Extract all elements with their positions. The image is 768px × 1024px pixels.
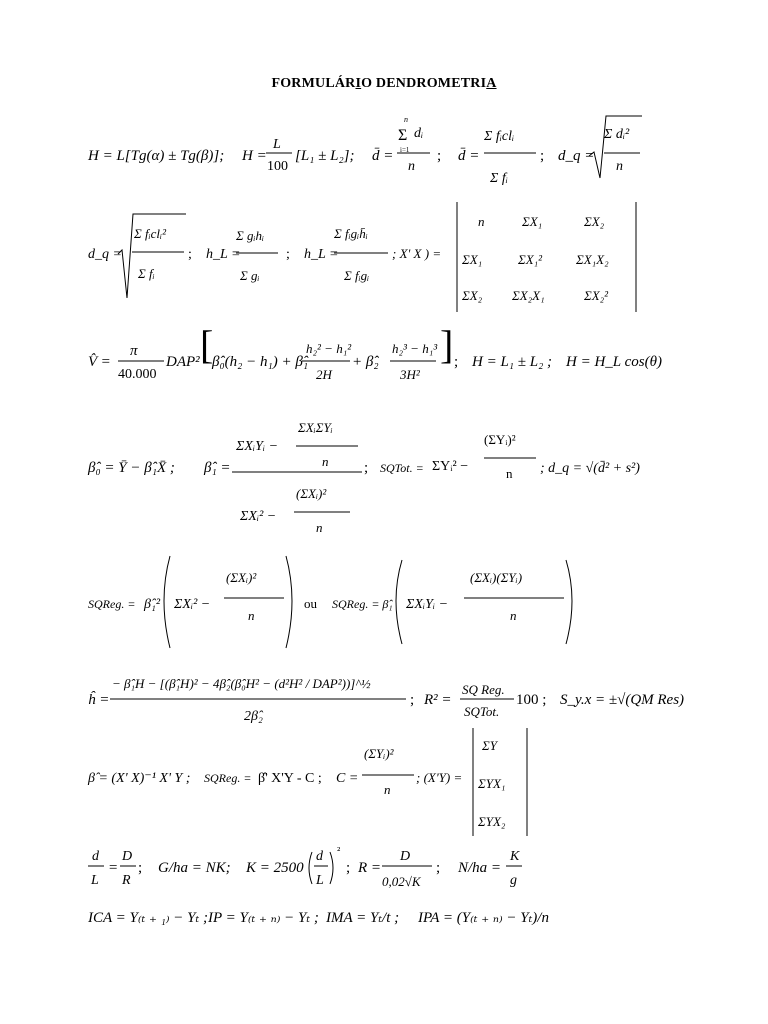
formula-Syx: S_y.x = ±√(QM Res) <box>560 692 685 708</box>
formula-R-lhs: R = <box>358 860 382 876</box>
formula-line-3 <box>88 322 662 382</box>
formula-fraction-num: L <box>273 137 281 152</box>
formula-SQReg-a: ΣXᵢ² − <box>174 597 211 612</box>
formula-SQReg-num: (ΣXᵢ)² <box>226 570 257 585</box>
formula-beta0: β̂₀ = Ȳ − β̂₁X̄ ; <box>88 460 175 476</box>
matrix-cell: ΣYX₂ <box>478 814 506 829</box>
formula-ICA: ICA = Y₍ₜ ₊ ₁₎ − Yₜ ; <box>88 910 208 926</box>
formula-volume-den2: 3H² <box>400 367 420 382</box>
formula-mean-d-lhs: d̄ = <box>372 148 394 164</box>
exponent-2: ² <box>337 845 341 857</box>
formula-weighted-mean-den: Σ fᵢ <box>490 171 508 186</box>
formula-SQTot-den: n <box>506 466 513 481</box>
formula-beta-matrix: β̂ = (X' X)⁻¹ X' Y ; <box>88 771 191 786</box>
formula-height-L: H = <box>242 148 267 164</box>
formula-hL1-lhs: h_L = <box>206 247 241 262</box>
formula-R2-num: SQ Reg. <box>462 682 505 697</box>
formula-IPA: IPA = (Y₍ₜ ₊ ₙ₎ − Yₜ)/n <box>418 910 549 926</box>
formula-height-tangent: H = L[Tg(α) ± Tg(β)]; <box>88 148 225 164</box>
formula-beta1-den-b: (ΣXᵢ)² <box>296 486 327 501</box>
bracket-open: [ <box>200 322 214 367</box>
frac-R-num: D <box>400 849 411 864</box>
formula-volume-den1: 2H <box>316 367 332 382</box>
formula-SQReg2-lhs: SQReg. = β̂₁ <box>332 597 393 611</box>
formula-C-den: n <box>384 782 391 797</box>
frac-K-num: d <box>316 849 323 864</box>
formula-line-6 <box>88 676 684 724</box>
formula-mean-d-num: dᵢ <box>414 126 424 141</box>
formula-beta1-num-b: ΣXᵢΣYᵢ <box>298 420 333 435</box>
separator: ; <box>346 860 351 876</box>
formula-volume-term1: β̂₀(h₂ − h₁) + β̂₁ <box>212 354 309 370</box>
formula-SQReg2-den: n <box>510 608 517 623</box>
formula-line-8 <box>88 845 522 889</box>
formula-dq-num: Σ dᵢ² <box>604 127 630 142</box>
formula-H-cos: H = H_L cos(θ) <box>566 354 662 370</box>
formula-C-num: (ΣYᵢ)² <box>364 746 394 761</box>
formula-C-lhs: C = <box>336 771 359 786</box>
frac-D-den: R <box>122 873 131 888</box>
formula-SQReg-den: n <box>248 608 255 623</box>
formula-N-ha: N/ha = <box>458 860 502 876</box>
formula-beta1-lhs: β̂₁ = <box>204 460 231 476</box>
formula-R2-100: 100 ; <box>516 692 547 708</box>
formula-h-hat-num: − β̂₁H − [(β̂₁H)² − 4β̂₂(β̂₀H² − (d²H² / DAP²))]^½ <box>112 676 371 691</box>
separator: ; <box>540 148 545 164</box>
formula-R2-den: SQTot. <box>464 704 500 719</box>
frac-d-den: L <box>91 873 99 888</box>
separator: ; <box>436 860 441 876</box>
matrix-cell: ΣYX₁ <box>478 776 506 791</box>
formula-volume-num2: h₂³ − h₁³ <box>392 341 438 356</box>
frac-d-num: d <box>92 849 99 864</box>
formula-pi: π <box>130 343 138 359</box>
sigma-upper: n <box>404 115 408 124</box>
formula-beta1-num-a: ΣXᵢYᵢ − <box>236 439 279 454</box>
formula-SQReg-lhs: SQReg. = <box>88 597 136 611</box>
formula-dq2-num: Σ fᵢclᵢ² <box>134 226 166 241</box>
formula-line-9 <box>87 910 549 926</box>
separator: ; <box>138 860 143 876</box>
formula-line-7 <box>87 728 527 836</box>
formula-hL1-den: Σ gᵢ <box>240 268 260 283</box>
text-ou: ou <box>304 596 317 611</box>
matrix-cell: ΣX₂ <box>462 288 483 303</box>
matrix-cell: ΣX₁ <box>522 214 543 229</box>
formula-fraction-den: 100 <box>267 159 288 174</box>
formula-beta1-num-n: n <box>322 454 329 469</box>
matrix-cell: ΣX₁² <box>518 252 543 267</box>
formula-volume-lhs: V̂ = <box>88 354 111 370</box>
formula-h-hat-lhs: ĥ = <box>88 692 110 708</box>
frac-N-den: g <box>510 873 517 888</box>
matrix-cell: ΣX₁ <box>462 252 483 267</box>
formula-beta1-den-n: n <box>316 520 323 535</box>
formula-H-sum: H = L₁ ± L₂ ; <box>472 354 553 370</box>
frac-N-num: K <box>510 849 520 864</box>
formula-XY-lhs: ; (X'Y) = <box>416 770 463 785</box>
formula-SQReg3-lhs: SQReg. = <box>204 771 252 785</box>
formula-hL2-lhs: h_L = <box>304 247 339 262</box>
formula-SQReg2-a: ΣXᵢYᵢ − <box>406 597 449 612</box>
formula-SQReg2-num: (ΣXᵢ)(ΣYᵢ) <box>470 570 523 585</box>
separator: ; <box>286 247 290 262</box>
matrix-cell: ΣX₁X₂ <box>576 252 609 267</box>
formula-SQTot-a: ΣYᵢ² − <box>432 459 469 474</box>
separator: ; <box>454 354 459 370</box>
sigma-lower: i=1 <box>400 146 410 154</box>
sigma-symbol: Σ <box>398 127 408 144</box>
formula-IMA: IMA = Yₜ/t ; <box>326 910 400 926</box>
formula-IP: IP = Y₍ₜ ₊ ₙ₎ − Yₜ ; <box>208 910 319 926</box>
formula-40000: 40.000 <box>118 367 157 382</box>
formula-line-2 <box>88 202 636 312</box>
formula-weighted-mean-num: Σ fᵢclᵢ <box>484 129 515 144</box>
formula-SQTot-lhs: SQTot. = <box>380 461 424 475</box>
page-title: FORMULÁRIO DENDROMETRIA <box>271 76 497 91</box>
formula-dq-lhs: d_q = <box>558 148 595 164</box>
matrix-XX <box>461 214 609 303</box>
formula-line-5 <box>88 556 572 648</box>
formula-volume-plus: + β̂₂ <box>352 354 379 370</box>
formula-dap2: DAP² <box>166 354 200 370</box>
formula-line-4 <box>87 420 640 535</box>
matrix-XY <box>477 738 506 829</box>
frac-K-den: L <box>316 873 324 888</box>
formula-dq2-den: Σ fᵢ <box>138 266 155 281</box>
formula-SQReg3-rhs: β̂' X'Y - C ; <box>258 771 322 786</box>
formula-G-ha: G/ha = NK; <box>158 860 231 876</box>
bracket-close: ] <box>440 322 454 367</box>
matrix-cell: n <box>478 214 485 229</box>
formula-SQReg-beta: β̂₁² <box>144 597 161 612</box>
formula-beta1-den-a: ΣXᵢ² − <box>240 509 277 524</box>
separator: ; <box>437 148 442 164</box>
formula-dq-den: n <box>616 159 623 174</box>
formula-dq2-lhs: d_q = <box>88 247 122 262</box>
formula-hL2-den: Σ fᵢgᵢ <box>344 268 370 283</box>
frac-R-den: 0,02√K <box>382 874 421 889</box>
equals: = <box>108 860 119 876</box>
matrix-cell: ΣX₂² <box>584 288 609 303</box>
formula-weighted-mean-lhs: d̄ = <box>458 148 480 164</box>
formula-hL1-num: Σ gᵢhᵢ <box>236 228 265 243</box>
formula-height-L-bracket: [L₁ ± L₂]; <box>295 148 355 164</box>
matrix-cell: ΣY <box>482 738 497 753</box>
formula-SQTot-num: (ΣYᵢ)² <box>484 432 516 447</box>
matrix-cell: ΣX₂X₁ <box>512 288 545 303</box>
formula-dq-sqrt: ; d_q = √(d̄² + s²) <box>540 461 640 476</box>
formula-h-hat-den: 2β̂₂ <box>244 709 263 724</box>
formula-XX-lhs: ; X' X ) = <box>392 246 442 261</box>
separator: ; <box>410 692 415 708</box>
separator: ; <box>188 247 192 262</box>
matrix-cell: ΣX₂ <box>584 214 605 229</box>
separator: ; <box>364 460 369 476</box>
formula-mean-d-den: n <box>408 159 415 174</box>
frac-D-num: D <box>122 849 133 864</box>
formula-line-1 <box>87 115 642 186</box>
formula-volume-num1: h₂² − h₁² <box>306 341 352 356</box>
formula-hL2-num: Σ fᵢgᵢh̄ᵢ <box>334 226 368 241</box>
formula-K-lhs: K = 2500 <box>246 860 304 876</box>
formula-R2-lhs: R² = <box>424 692 452 708</box>
